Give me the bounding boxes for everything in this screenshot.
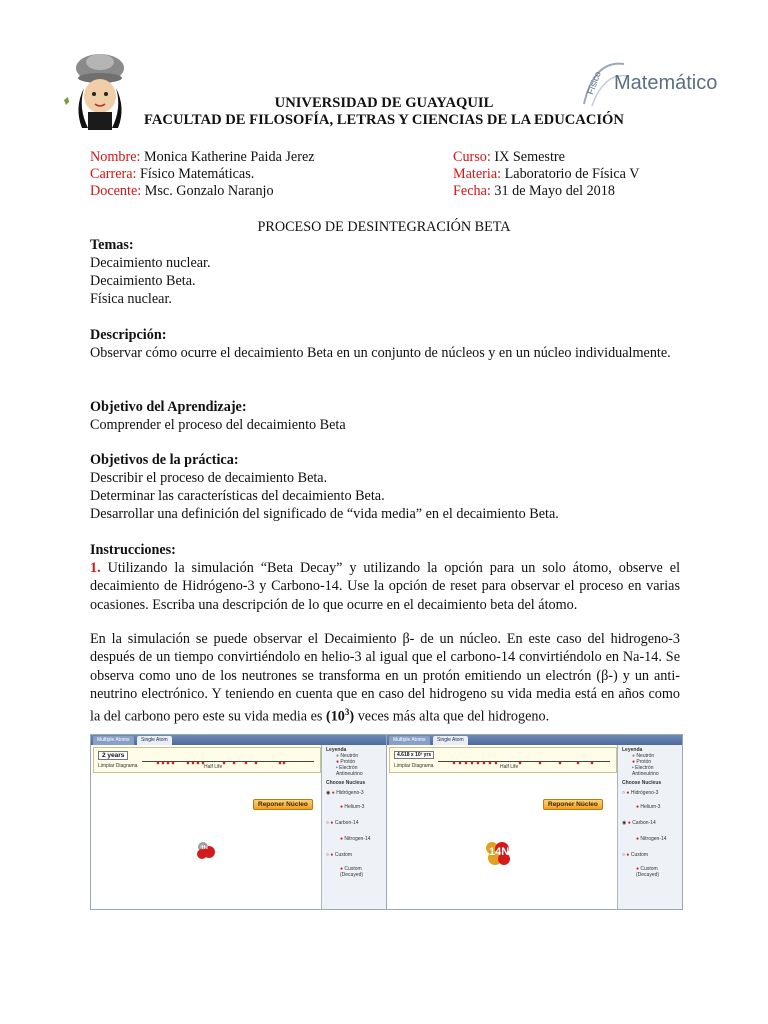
sim-tabbar <box>387 735 682 745</box>
objetivos-practica-item: Describir el proceso de decaimiento Beta. <box>90 470 328 486</box>
instruction-number: 1. <box>90 560 101 576</box>
timeline-panel <box>389 747 617 773</box>
choose-nucleus-title: Choose Nucleus <box>622 780 662 786</box>
half-life-label: Half Life <box>204 764 223 770</box>
decay-events <box>450 754 600 760</box>
choice-custom-decayed: ● Custom (Decayed) <box>340 866 364 878</box>
objetivo-aprendizaje-section <box>90 398 680 434</box>
legend-title: Leyenda <box>622 747 643 753</box>
reset-nucleus-button[interactable]: Reponer Núcleo <box>543 799 603 810</box>
choice-hydrogen-3[interactable]: ○ ● Hidrógeno-3 <box>622 790 659 796</box>
document-title: PROCESO DE DESINTEGRACIÓN BETA <box>257 219 511 235</box>
instrucciones-section <box>90 541 680 614</box>
nucleus-hydrogen: ³He <box>195 839 217 861</box>
choice-nitrogen-14: ● Nitrogen-14 <box>340 836 371 842</box>
choice-nitrogen-14: ● Nitrogen-14 <box>636 836 667 842</box>
choice-carbon-14[interactable]: ○ ● Carbon-14 <box>326 820 359 826</box>
legend-item: Antineutrino <box>336 771 363 777</box>
temas-item: Decaimiento nuclear. <box>90 255 211 271</box>
info-fecha: Fecha: 31 de Mayo del 2018 <box>453 183 615 199</box>
temas-item: Decaimiento Beta. <box>90 273 196 289</box>
timeline-panel <box>93 747 321 773</box>
info-nombre: Nombre: Monica Katherine Paida Jerez <box>90 149 315 165</box>
temas-item: Física nuclear. <box>90 291 172 307</box>
clear-diagram-label[interactable]: Limpiar Diagrama <box>394 763 434 769</box>
temas-heading: Temas: <box>90 237 134 253</box>
choice-hydrogen-3[interactable]: ◉ ● Hidrógeno-3 <box>326 790 364 796</box>
info-carrera: Carrera: Físico Matemáticas. <box>90 166 255 182</box>
descripcion-section <box>90 326 680 362</box>
sim-sidebar <box>321 745 386 909</box>
faculty-title: FACULTAD DE FILOSOFÍA, LETRAS Y CIENCIAS DE LA EDUCACIÓN <box>144 112 624 128</box>
half-life-label: Half Life <box>500 764 519 770</box>
university-title: UNIVERSIDAD DE GUAYAQUIL <box>274 95 494 111</box>
tab-single-atom[interactable]: Single Atom <box>433 736 468 745</box>
decay-events <box>154 754 294 760</box>
clear-diagram-label[interactable]: Limpiar Diagrama <box>98 763 138 769</box>
simulation-screenshot-carbon <box>386 734 683 910</box>
time-display: 2 years <box>98 751 128 760</box>
logo-main-text: Matemático <box>614 72 718 94</box>
descripcion-heading: Descripción: <box>90 327 167 343</box>
tab-multiple-atoms[interactable]: Multiple Atoms <box>389 736 430 745</box>
objetivos-practica-section <box>90 451 690 523</box>
tab-multiple-atoms[interactable]: Multiple Atoms <box>93 736 134 745</box>
tab-single-atom[interactable]: Single Atom <box>137 736 172 745</box>
info-materia: Materia: Laboratorio de Física V <box>453 166 640 182</box>
instrucciones-text <box>90 559 680 614</box>
temas-section <box>90 236 680 308</box>
choice-helium-3: ● Helium-3 <box>340 804 365 810</box>
sim-tabbar <box>91 735 386 745</box>
legend-item: ● Neutrón <box>632 753 655 759</box>
legend-item: ● Protón <box>336 759 356 765</box>
choice-custom-decayed: ● Custom (Decayed) <box>636 866 660 878</box>
choice-custom[interactable]: ○ ● Custom <box>622 852 649 858</box>
legend-title: Leyenda <box>326 747 347 753</box>
legend-item: Antineutrino <box>632 771 659 777</box>
simulation-screenshot-hydrogen <box>90 734 387 910</box>
objetivo-aprendizaje-text: Comprender el proceso del decaimiento Beta <box>90 417 346 433</box>
objetivo-aprendizaje-heading: Objetivo del Aprendizaje: <box>90 399 247 415</box>
legend-item: ● Protón <box>632 759 652 765</box>
info-docente: Docente: Msc. Gonzalo Naranjo <box>90 183 274 199</box>
logo-small-text: Físico <box>585 70 603 96</box>
objetivos-practica-heading: Objetivos de la práctica: <box>90 452 239 468</box>
reset-nucleus-button[interactable]: Reponer Núcleo <box>253 799 313 810</box>
nucleus-nitrogen: 14N <box>483 839 513 867</box>
instrucciones-heading: Instrucciones: <box>90 542 176 558</box>
objetivos-practica-item: Determinar las características del decaimiento Beta. <box>90 488 385 504</box>
legend-item: ● Neutrón <box>336 753 359 759</box>
legend-item: • Electrón <box>632 765 654 771</box>
choice-carbon-14[interactable]: ◉ ● Carbon-14 <box>622 820 656 826</box>
instruction-body: Utilizando la simulación “Beta Decay” y utilizando la opción para un solo átomo, observe el decaimiento de Hidrógeno-3 y Carbono-14. Use la opción de reset para observar el proceso en varias ocasiones. Escriba una descripción de lo que ocurre en el decaimiento beta del átomo. <box>90 560 681 613</box>
info-curso: Curso: IX Semestre <box>453 149 565 165</box>
answer-paragraph: En la simulación se puede observar el Decaimiento β- de un núcleo. En este caso del hidrogeno-3 después de un tiempo convirtiéndolo en helio-3 al igual que el carbono-14 convirtiéndolo en Na-14. Se observa como uno de los neutrones se transforma en un protón emitiendo un electrón (β-) y un anti-neutrino electrónico. Y teniendo en cuenta que en caso del hidrogeno su vida media está en años como la del carbono pero este su vida media es $(10^3)$ veces más alta que del hidrogeno. <box>90 631 680 725</box>
descripcion-text: Observar cómo ocurre el decaimiento Beta en un conjunto de núcleos y en un núcleo individualmente. <box>90 345 671 361</box>
sim-sidebar <box>617 745 682 909</box>
choose-nucleus-title: Choose Nucleus <box>326 780 366 786</box>
choice-custom[interactable]: ○ ● Custom <box>326 852 353 858</box>
choice-helium-3: ● Helium-3 <box>636 804 661 810</box>
time-display: 4.618 x 10³ yrs <box>394 751 434 759</box>
objetivos-practica-item: Desarrollar una definición del significado de “vida media” en el decaimiento Beta. <box>90 506 559 522</box>
legend-item: • Electrón <box>336 765 358 771</box>
